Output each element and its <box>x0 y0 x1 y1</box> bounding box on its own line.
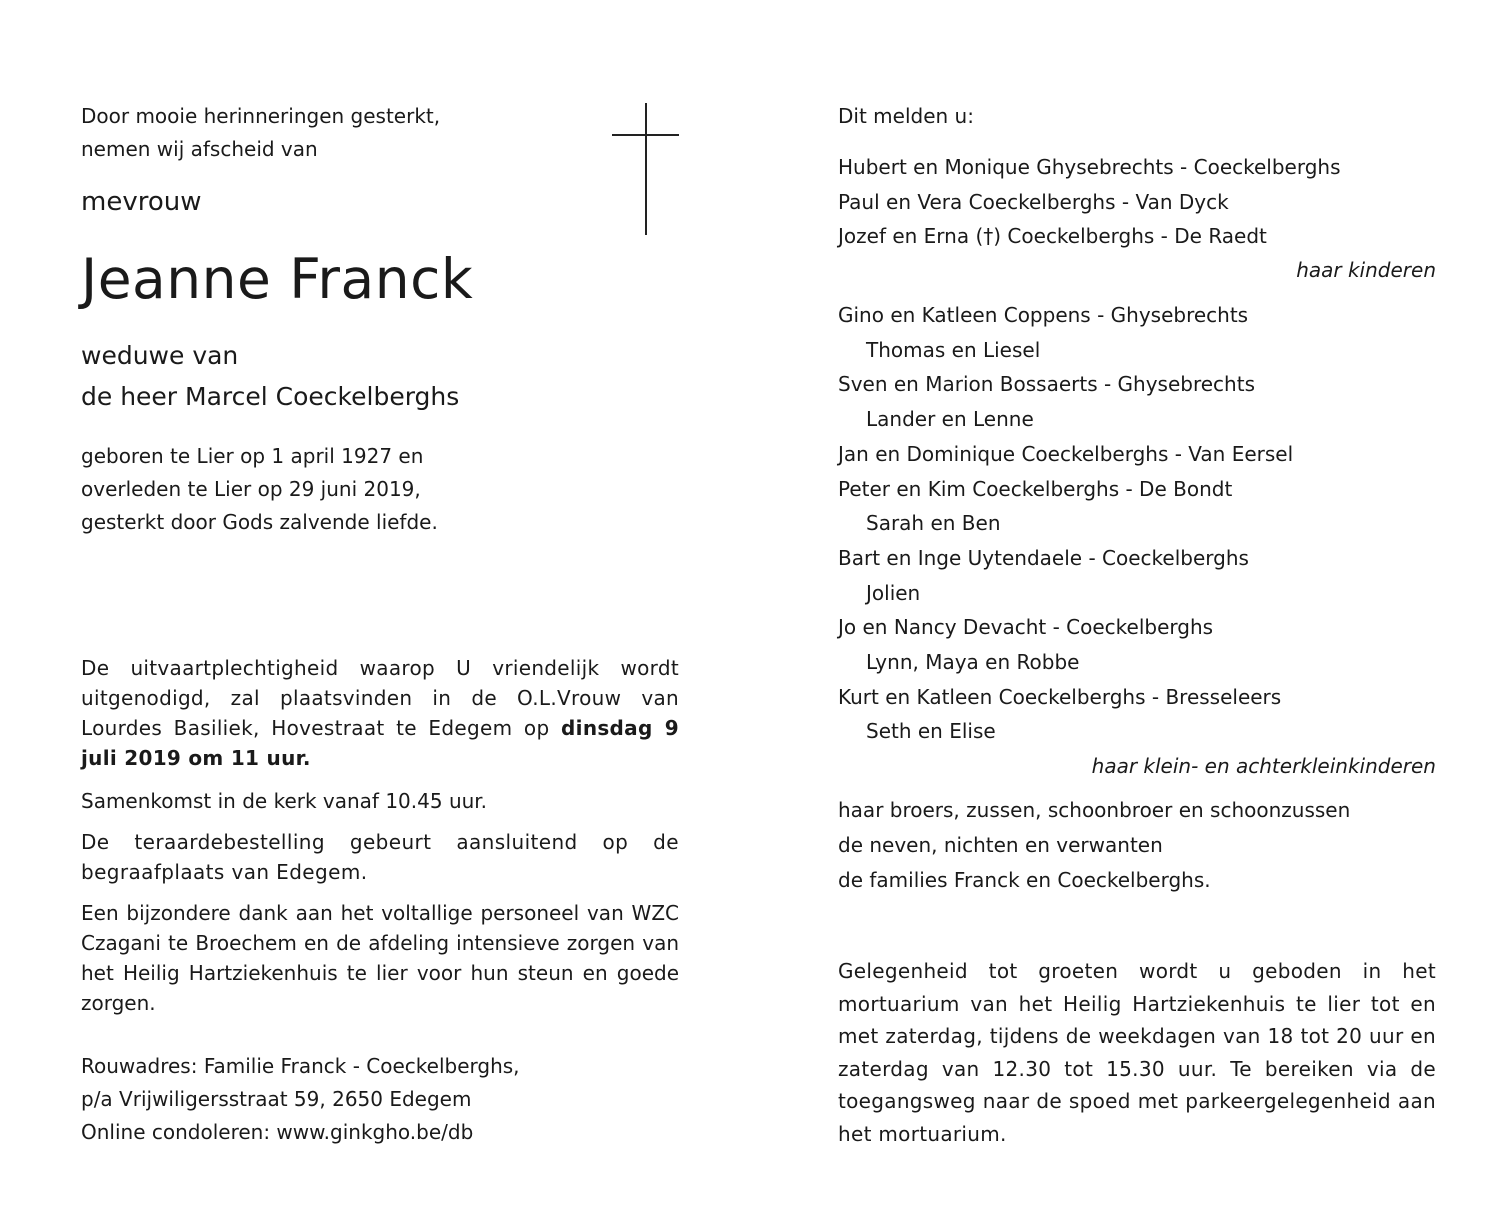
gathering-text: Samenkomst in de kerk vanaf 10.45 uur. <box>81 789 488 813</box>
list-item: Lynn, Maya en Robbe <box>866 650 1080 675</box>
ceremony-text: De uitvaartplechtigheid waarop U vriendelijk wordt uitgenodigd, zal plaatsvinden in de O.L.Vrouw van Lourdes Basiliek, Hovestraat te Edegem op <box>81 656 679 740</box>
address-line: p/a Vrijwiligersstraat 59, 2650 Edegem <box>81 1087 472 1111</box>
address-line: Rouwadres: Familie Franck - Coeckelberghs, <box>81 1054 520 1078</box>
report-heading: Dit melden u: <box>838 104 974 128</box>
list-item: Jozef en Erna (†) Coeckelberghs - De Raedt <box>838 224 1267 249</box>
death-line: overleden te Lier op 29 juni 2019, <box>81 477 421 501</box>
birth-line: geboren te Lier op 1 april 1927 en <box>81 444 424 468</box>
burial-text: De teraardebestelling gebeurt aansluitend op de begraafplaats van Edegem. <box>81 830 679 884</box>
deceased-name: Jeanne Franck <box>81 247 474 311</box>
title-word: mevrouw <box>81 187 202 217</box>
grandchildren-caption: haar klein- en achterkleinkinderen <box>1091 754 1436 778</box>
list-item: Peter en Kim Coeckelberghs - De Bondt <box>838 476 1233 501</box>
address-block <box>81 1050 520 1149</box>
visitation-text: Gelegenheid tot groeten wordt u geboden in het mortuarium van het Heilig Hartziekenhuis te lier tot en met zaterdag, tijdens de weekdagen van 18 tot 20 uur en zaterdag van 12.30 tot 15.30 uur. Te bereiken via de toegangsweg naar de spoed met parkeergelegenheid aan het mortuarium. <box>838 959 1436 1146</box>
cross-icon-horizontal <box>612 134 679 136</box>
list-item: Jo en Nancy Devacht - Coeckelberghs <box>838 615 1214 640</box>
blessing-line: gesterkt door Gods zalvende liefde. <box>81 510 438 534</box>
children-list <box>838 150 1436 254</box>
list-item: Paul en Vera Coeckelberghs - Van Dyck <box>838 189 1229 214</box>
list-item: Kurt en Katleen Coeckelberghs - Bresseleers <box>838 684 1282 709</box>
list-item: de families Franck en Coeckelberghs. <box>838 868 1211 892</box>
list-item: Jolien <box>866 580 921 605</box>
list-item: Thomas en Liesel <box>866 337 1041 362</box>
list-item: de neven, nichten en verwanten <box>838 833 1163 857</box>
list-item: Lander en Lenne <box>866 407 1034 432</box>
condolence-link: Online condoleren: www.ginkgho.be/db <box>81 1120 474 1144</box>
list-item: Jan en Dominique Coeckelberghs - Van Eersel <box>838 441 1294 466</box>
birth-death-dates <box>81 440 438 539</box>
thanks-text: Een bijzondere dank aan het voltallige personeel van WZC Czagani te Broechem en de afdeling intensieve zorgen van het Heilig Hartziekenhuis te lier voor hun steun en goede zorgen. <box>81 901 679 1015</box>
widow-line: weduwe van <box>81 341 239 370</box>
intro-line: Door mooie herinneringen gesterkt, <box>81 104 441 128</box>
list-item: Sarah en Ben <box>866 511 1001 536</box>
grandchildren-list <box>838 298 1436 749</box>
list-item: Hubert en Monique Ghysebrechts - Coeckelberghs <box>838 155 1341 179</box>
ceremony-paragraph <box>81 653 679 773</box>
children-caption: haar kinderen <box>1296 258 1436 282</box>
list-item: Sven en Marion Bossaerts - Ghysebrechts <box>838 372 1255 397</box>
list-item: Bart en Inge Uytendaele - Coeckelberghs <box>838 545 1249 570</box>
list-item: haar broers, zussen, schoonbroer en schoonzussen <box>838 798 1351 822</box>
list-item: Gino en Katleen Coppens - Ghysebrechts <box>838 303 1249 327</box>
widow-of <box>81 335 459 417</box>
intro-text <box>81 100 440 166</box>
list-item: Seth en Elise <box>866 719 996 744</box>
other-relatives <box>838 793 1436 898</box>
intro-line: nemen wij afscheid van <box>81 137 318 161</box>
spouse-name: de heer Marcel Coeckelberghs <box>81 382 460 411</box>
cross-icon-vertical <box>645 103 647 235</box>
ceremony-date: dinsdag 9 juli 2019 om 11 uur. <box>81 716 679 770</box>
